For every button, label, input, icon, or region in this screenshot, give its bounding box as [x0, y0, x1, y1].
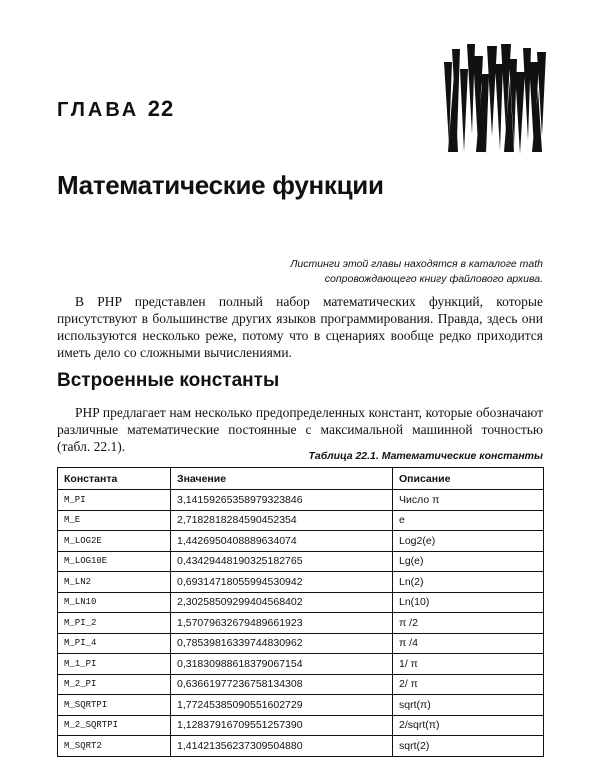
section-paragraph: PHP предлагает нам несколько предопределенных констант, которые обозначают различные математические постоянные с максимальной машинной точностью (табл. 22.1). — [57, 405, 543, 454]
header-description: Описание — [393, 468, 544, 490]
header-value: Значение — [171, 468, 393, 490]
constant-name: M_1_PI — [58, 654, 171, 675]
constant-description: π /2 — [393, 613, 544, 634]
constant-description: e — [393, 510, 544, 531]
table-row — [58, 510, 544, 531]
table-row — [58, 613, 544, 634]
section-heading: Встроенные константы — [57, 370, 280, 391]
constant-name: M_LN2 — [58, 572, 171, 593]
constant-name: M_2_SQRTPI — [58, 715, 171, 736]
constant-name: M_LOG10E — [58, 551, 171, 572]
constant-description: sqrt(2) — [393, 736, 544, 757]
constant-description: Ln(10) — [393, 592, 544, 613]
chapter-label — [57, 96, 174, 122]
constants-table — [57, 467, 544, 757]
chapter-number: 22 — [147, 96, 175, 121]
table-row — [58, 654, 544, 675]
constant-value: 0,78539816339744830962 — [171, 633, 393, 654]
listing-note — [183, 257, 543, 287]
constant-name: M_LOG2E — [58, 531, 171, 552]
constant-description: Ln(2) — [393, 572, 544, 593]
constant-value: 1,57079632679489661923 — [171, 613, 393, 634]
intro-paragraph: В PHP представлен полный набор математических функций, которые присутствуют в большинстве других языков программирования. Правда, здесь они используются несколько реже, потому что в сценариях вообще редко приходится иметь дело со сложными вычислениями. — [57, 294, 543, 360]
table-row — [58, 490, 544, 511]
constant-value: 2,7182818284590452354 — [171, 510, 393, 531]
constant-value: 1,4426950408889634074 — [171, 531, 393, 552]
constant-description: Lg(e) — [393, 551, 544, 572]
constant-description: sqrt(π) — [393, 695, 544, 716]
table-row — [58, 736, 544, 757]
constant-value: 2,30258509299404568402 — [171, 592, 393, 613]
chapter-ornament-icon — [440, 44, 550, 154]
constant-value: 0,43429448190325182765 — [171, 551, 393, 572]
constant-value: 1,41421356237309504880 — [171, 736, 393, 757]
constant-name: M_PI_4 — [58, 633, 171, 654]
constant-value: 3,14159265358979323846 — [171, 490, 393, 511]
constant-name: M_PI_2 — [58, 613, 171, 634]
note-directory: math — [519, 258, 543, 270]
table-row — [58, 592, 544, 613]
constant-value: 0,31830988618379067154 — [171, 654, 393, 675]
constant-value: 1,12837916709551257390 — [171, 715, 393, 736]
header-constant: Константа — [58, 468, 171, 490]
constant-description: π /4 — [393, 633, 544, 654]
table-row — [58, 572, 544, 593]
constant-name: M_2_PI — [58, 674, 171, 695]
table-caption: Таблица 22.1. Математические константы — [308, 450, 543, 462]
chapter-word: ГЛАВА — [57, 99, 140, 121]
table-row — [58, 695, 544, 716]
table-header-row — [58, 468, 544, 490]
constant-name: M_PI — [58, 490, 171, 511]
constant-name: M_LN10 — [58, 592, 171, 613]
table-row — [58, 674, 544, 695]
constant-description: Число π — [393, 490, 544, 511]
constant-name: M_SQRTPI — [58, 695, 171, 716]
constant-description: 2/sqrt(π) — [393, 715, 544, 736]
note-text-line2: сопровождающего книгу файлового архива. — [324, 273, 543, 285]
table-row — [58, 551, 544, 572]
note-text: Листинги этой главы находятся в каталоге — [290, 258, 520, 270]
constant-value: 0,63661977236758134308 — [171, 674, 393, 695]
table-row — [58, 633, 544, 654]
chapter-title: Математические функции — [57, 170, 384, 200]
constant-description: 1/ π — [393, 654, 544, 675]
constant-description: 2/ π — [393, 674, 544, 695]
table-row — [58, 715, 544, 736]
constant-name: M_SQRT2 — [58, 736, 171, 757]
constant-value: 0,69314718055994530942 — [171, 572, 393, 593]
table-row — [58, 531, 544, 552]
constant-value: 1,77245385090551602729 — [171, 695, 393, 716]
constant-description: Log2(e) — [393, 531, 544, 552]
constant-name: M_E — [58, 510, 171, 531]
